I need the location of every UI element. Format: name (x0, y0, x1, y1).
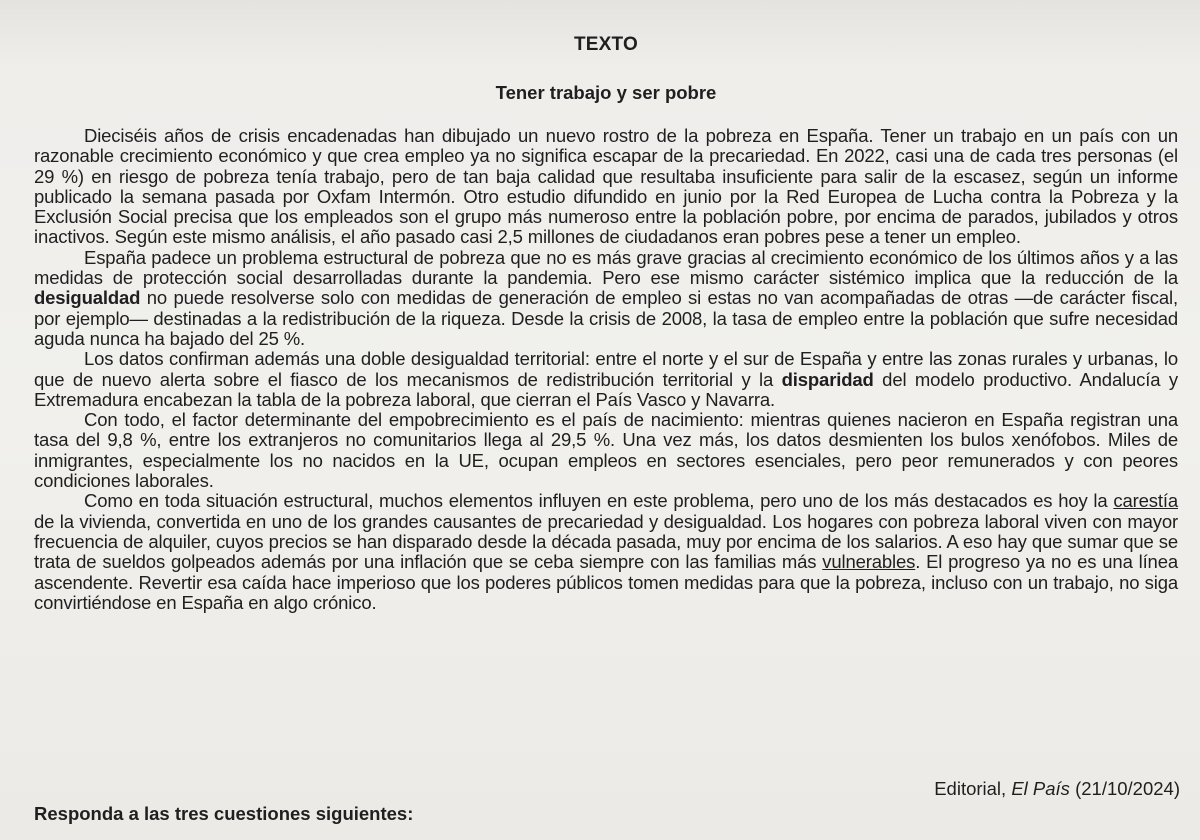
questions-prompt: Responda a las tres cuestiones siguientes: (34, 803, 414, 824)
paragraph-1 (34, 126, 1178, 248)
source-publication: El País (1011, 778, 1070, 799)
bold-term: desigualdad (34, 287, 141, 309)
text-run: Dieciséis años de crisis encadenadas han dibujado un nuevo rostro de la pobreza en España. Tener un trabajo en un país con un razonable crecimiento económico y que crea empleo ya no significa escapar de la precariedad. En 2022, casi una de cada tres personas (el 29 %) en riesgo de pobreza tenía trabajo, pero de tan baja calidad que resultaba insuficiente para salir de la escasez, según un informe publicado la semana pasada por Oxfam Intermón. Otro estudio difundido en junio por la Red Europea de Lucha contra la Pobreza y la Exclusión Social precisa que los empleados son el grupo más numeroso entre la población pobre, por encima de parados, jubilados y otros inactivos. Según este mismo análisis, el año pasado casi 2,5 millones de ciudadanos eran pobres pese a tener un empleo. (34, 125, 1178, 248)
paragraph-2 (34, 248, 1178, 349)
underlined-term: vulnerables (822, 551, 916, 573)
text-run: Con todo, el factor determinante del empobrecimiento es el país de nacimiento: mientras quienes nacieron en España registran una tasa del 9,8 %, entre los extranjeros no comunitarios llega al 29,5 %. Una vez más, los datos desmienten los bulos xenófobos. Miles de inmigrantes, especialmente los no nacidos en la UE, ocupan empleos en sectores esenciales, pero peor remunerados y con peores condiciones laborales. (34, 409, 1178, 492)
paragraph-5 (34, 491, 1178, 613)
text-run: no puede resolverse solo con medidas de generación de empleo si estas no van acompañadas de otras —de carácter fiscal, por ejemplo— destinadas a la redistribución de la riqueza. Desde la crisis de 2008, la tasa de empleo entre la población que sufre necesidad aguda nunca ha bajado del 25 %. (34, 287, 1178, 349)
source-date: (21/10/2024) (1069, 778, 1180, 799)
section-heading: TEXTO (574, 34, 638, 55)
source-prefix: Editorial, (934, 778, 1012, 799)
article-body (34, 126, 1178, 613)
paragraph-4 (34, 410, 1178, 491)
bold-term: disparidad (781, 368, 874, 390)
text-run: España padece un problema estructural de pobreza que no es más grave gracias al crecimiento económico de los últimos años y a las medidas de protección social desarrolladas durante la pandemia. Pero ese mismo carácter sistémico implica que la reducción de la (34, 246, 1178, 289)
text-run: . El progreso ya no es una línea ascendente. Revertir esa caída hace imperioso que los poderes públicos tomen medidas para que la pobreza, incluso con un trabajo, no siga convirtiéndose en España en algo crónico. (34, 551, 1178, 613)
text-run: Como en toda situación estructural, muchos elementos influyen en este problema, pero uno de los más destacados es hoy la (84, 490, 1114, 512)
text-run: Los datos confirman además una doble desigualdad territorial: entre el norte y el sur de España y entre las zonas rurales y urbanas, lo que de nuevo alerta sobre el fiasco de los mecanismos de redistribución territorial y la (34, 348, 1178, 390)
source-citation (934, 778, 1180, 800)
article-title: Tener trabajo y ser pobre (495, 82, 717, 103)
text-run: de la vivienda, convertida en uno de los grandes causantes de precariedad y desigualdad. Los hogares con pobreza laboral viven con mayor frecuencia de alquiler, cuyos precios se han disparado desde la década pasada, muy por encima de los salarios. A eso hay que sumar que se trata de sueldos golpeados además por una inflación que se ceba siempre con las familias más (34, 510, 1178, 573)
paragraph-3 (34, 349, 1178, 410)
text-run: del modelo productivo. Andalucía y Extremadura encabezan la tabla de la pobreza laboral, que cierran el País Vasco y Navarra. (34, 368, 1178, 410)
underlined-term: carestía (1113, 490, 1178, 512)
